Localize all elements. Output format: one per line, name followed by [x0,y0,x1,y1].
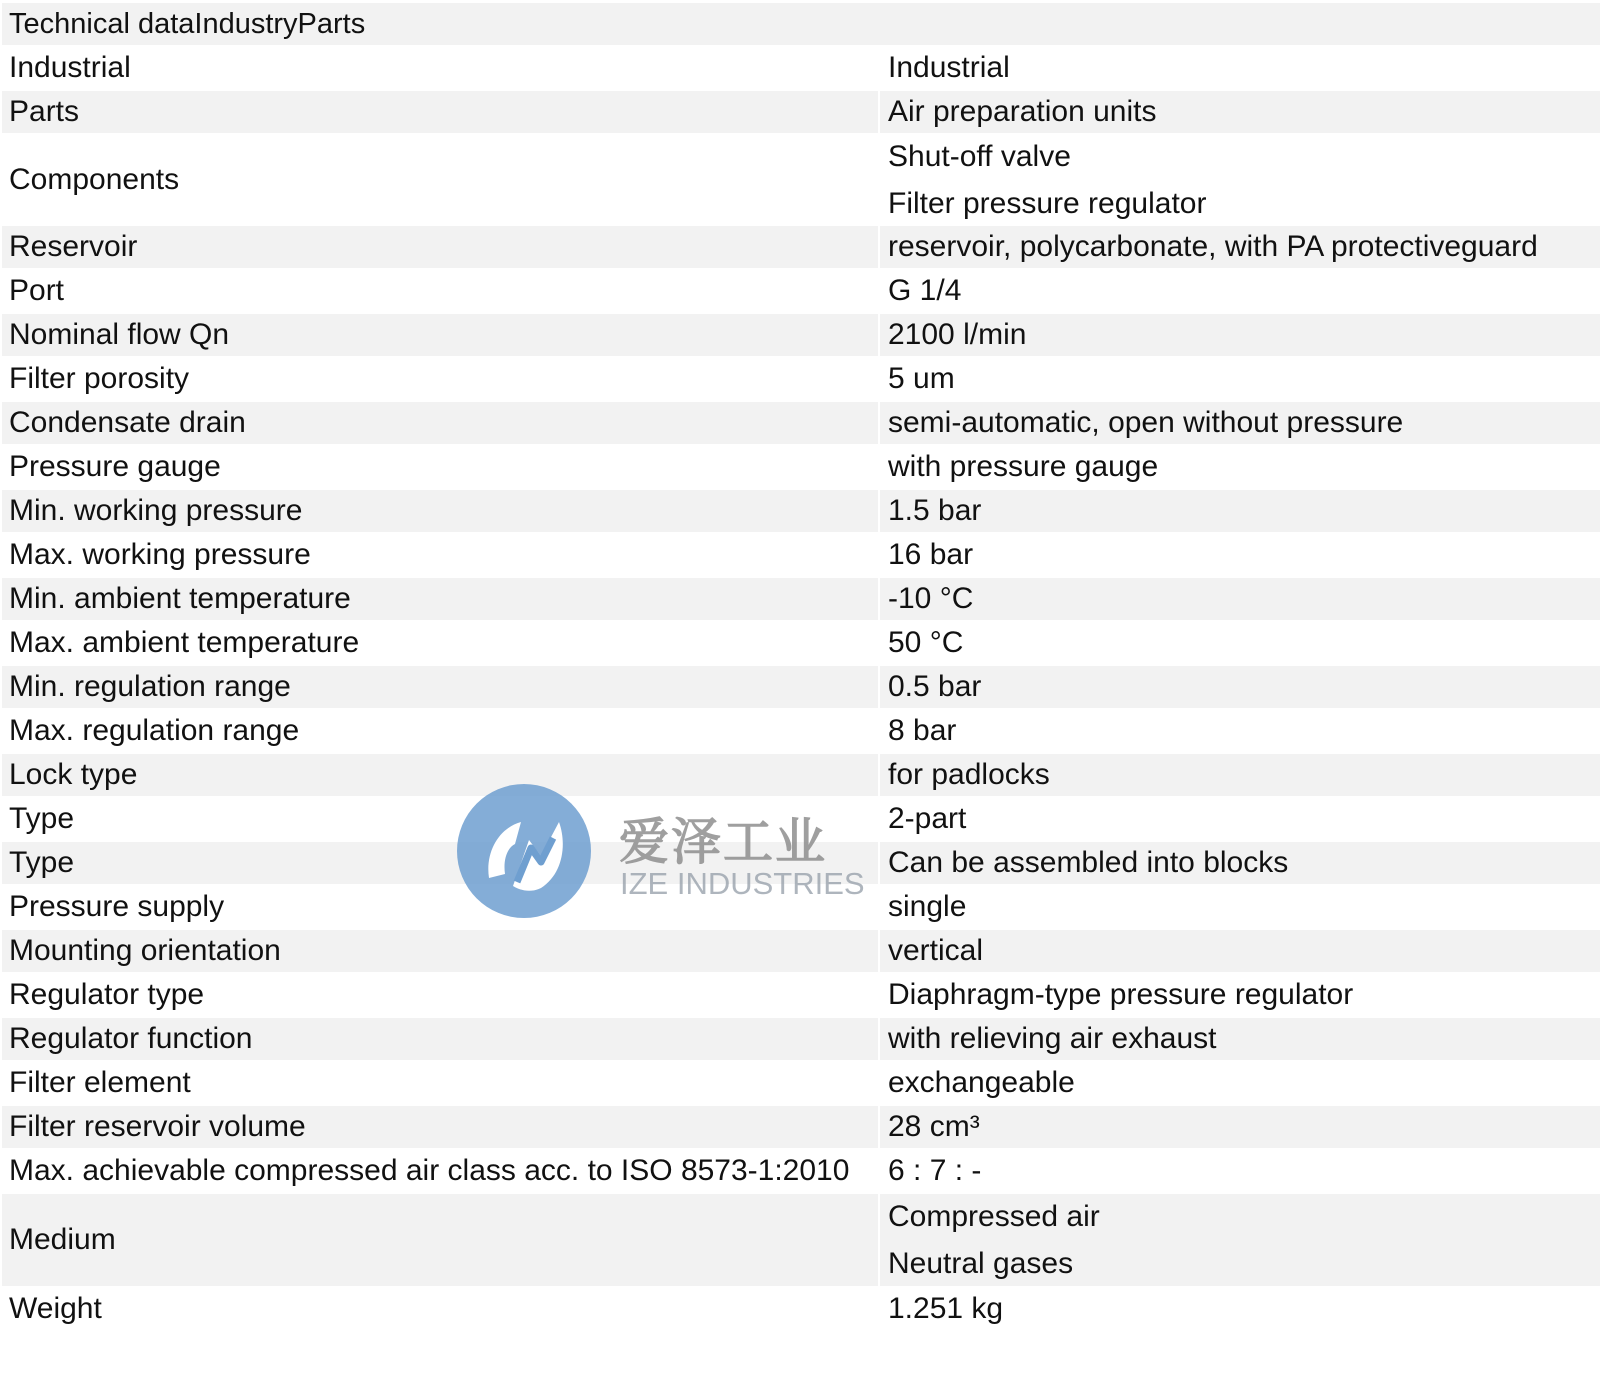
table-row [2,47,1600,91]
row-label: Max. working pressure [2,534,880,576]
row-value [880,534,1600,576]
row-label: Weight [2,1288,880,1330]
table-row [2,1288,1600,1332]
row-label: Filter porosity [2,358,880,400]
table-row [2,622,1600,666]
row-value-line: vertical [888,934,984,967]
row-value [880,446,1600,488]
row-value-line: 6 : 7 : - [888,1154,982,1187]
row-value-line: Diaphragm-type pressure regulator [888,978,1354,1011]
table-row [2,135,1600,226]
row-value [880,974,1600,1016]
table-row [2,534,1600,578]
technical-data-table [2,3,1600,1332]
row-label: Max. regulation range [2,710,880,752]
table-row [2,1018,1600,1062]
row-label: Industrial [2,47,880,89]
row-value [880,710,1600,752]
row-value-line: Shut-off valve [888,139,1071,173]
row-label: Min. working pressure [2,490,880,532]
table-row [2,974,1600,1018]
row-label: Lock type [2,754,880,796]
table-row [2,1194,1600,1288]
table-row [2,358,1600,402]
table-row [2,666,1600,710]
row-value [880,270,1600,312]
table-row [2,886,1600,930]
table-row [2,226,1600,270]
row-value [880,1288,1600,1330]
row-value [880,886,1600,928]
row-value [880,358,1600,400]
row-label: Filter element [2,1062,880,1104]
row-value [880,490,1600,532]
row-value [880,1194,1600,1286]
row-value [880,666,1600,708]
row-label: Pressure supply [2,886,880,928]
table-row [2,930,1600,974]
row-value-line: Industrial [888,51,1010,84]
table-title: Technical dataIndustryParts [2,3,1600,47]
row-label: Parts [2,91,880,133]
row-value [880,1150,1600,1192]
row-label: Components [2,135,880,224]
row-value-line: 0.5 bar [888,670,982,703]
table-row [2,842,1600,886]
row-value-line: Can be assembled into blocks [888,846,1289,879]
row-label: Min. regulation range [2,666,880,708]
table-row [2,798,1600,842]
row-value-line: Filter pressure regulator [888,186,1207,220]
row-value [880,1018,1600,1060]
table-row [2,710,1600,754]
row-value [880,91,1600,133]
row-value [880,798,1600,840]
row-value-line: 50 °C [888,626,964,659]
row-value-line: 28 cm³ [888,1110,980,1143]
row-label: Regulator type [2,974,880,1016]
row-label: Min. ambient temperature [2,578,880,620]
row-value-line: G 1/4 [888,274,962,307]
row-label: Type [2,842,880,884]
row-value-line: single [888,890,967,923]
row-value-line: Air preparation units [888,95,1157,128]
row-value-line: 5 um [888,362,955,395]
row-value [880,930,1600,972]
row-value-line: 8 bar [888,714,957,747]
table-row [2,1150,1600,1194]
row-label: Filter reservoir volume [2,1106,880,1148]
row-value-line: 1.251 kg [888,1292,1004,1325]
row-value-line: 2-part [888,802,967,835]
row-label: Reservoir [2,226,880,268]
row-value-line: exchangeable [888,1066,1075,1099]
row-value [880,1062,1600,1104]
watermark-chinese-text: 爱泽工业 [619,813,827,871]
table-row [2,446,1600,490]
row-value [880,1106,1600,1148]
row-value [880,402,1600,444]
row-value-line: Neutral gases [888,1247,1074,1280]
row-value-line: semi-automatic, open without pressure [888,406,1404,439]
row-value-line: -10 °C [888,582,974,615]
table-row [2,314,1600,358]
table-row [2,91,1600,135]
row-value-line: 16 bar [888,538,974,571]
row-value [880,47,1600,89]
row-value-line: 2100 l/min [888,318,1027,351]
row-label: Pressure gauge [2,446,880,488]
table-row [2,402,1600,446]
table-row [2,270,1600,314]
row-label: Medium [2,1194,880,1286]
row-value [880,622,1600,664]
row-value-line: with relieving air exhaust [888,1022,1217,1055]
row-value-line: with pressure gauge [888,450,1159,483]
row-value [880,842,1600,884]
table-row [2,490,1600,534]
row-label: Mounting orientation [2,930,880,972]
table-row [2,1062,1600,1106]
row-value [880,135,1600,224]
row-label: Max. ambient temperature [2,622,880,664]
row-value [880,578,1600,620]
watermark-english-text: IZE INDUSTRIES [620,866,865,901]
table-row [2,1106,1600,1150]
row-value [880,314,1600,356]
row-label: Condensate drain [2,402,880,444]
table-body [2,47,1600,1332]
row-label: Max. achievable compressed air class acc. to ISO 8573-1:2010 [2,1150,880,1192]
row-value [880,754,1600,796]
table-row [2,754,1600,798]
row-value-line: Compressed air [888,1200,1100,1233]
row-label: Type [2,798,880,840]
table-row [2,578,1600,622]
row-value-line: reservoir, polycarbonate, with PA protectiveguard [888,230,1538,263]
row-value-line: for padlocks [888,758,1050,791]
row-label: Nominal flow Qn [2,314,880,356]
row-label: Port [2,270,880,312]
row-value-line: 1.5 bar [888,494,982,527]
row-value [880,226,1600,268]
row-label: Regulator function [2,1018,880,1060]
